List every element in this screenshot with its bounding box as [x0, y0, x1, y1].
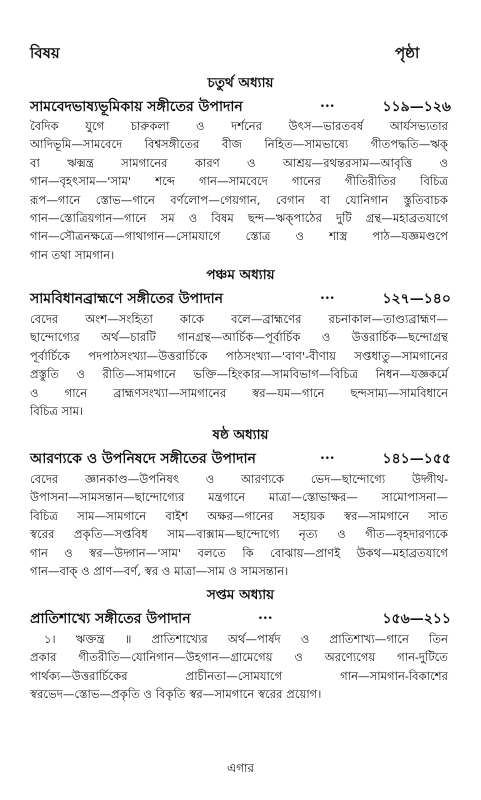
- chapter-title: পঞ্চম অধ্যায়: [206, 267, 275, 283]
- summary-line: গান ও স্বর—উদ্গান—'সাম' বলতে কি বোঝায়—প্রাণই উকথ—মহাব্রতযাগে: [30, 545, 448, 560]
- page-range: ১৪১—১৫৫: [382, 451, 451, 467]
- page-header: [0, 42, 481, 62]
- summary-line: বিচিত্র সাম।: [30, 404, 84, 419]
- summary-line: গান—সৌত্রনক্ষত্রে—গাথাগান—সোমযাগে স্তোত্র ও শাস্ত্র পাঠ—যজ্ঞমণ্ডপে: [30, 229, 448, 244]
- page-range: ১৫৬—২১১: [382, 611, 451, 627]
- summary-line: উপাসনা—সামসন্তান—ছান্দোগ্যের মন্ত্রগানে মাত্রা—স্তোভাক্ষর— সামোপাসনা—: [30, 490, 448, 505]
- summary-line: স্বরের প্রকৃতি—সপ্তবিধ সাম—বাক্সাম—ছান্দোগ্যে নৃত্য ও গীত—বৃহদারণ্যকে: [30, 527, 448, 542]
- summary-line: গান—বাক্ ও প্রাণ—বর্ণ, স্বর ও মাত্রা—সাম ও সামসন্তান।: [30, 564, 289, 579]
- section-entry[interactable]: [30, 287, 451, 307]
- summary-line: স্বরভেদ—স্তোভ—প্রকৃতি ও বিকৃতি স্বর—সামগানে স্বরের প্রয়োগ।: [30, 687, 322, 702]
- summary-line: বেদের অংশ—সংহিতা কাকে বলে—ব্রাহ্মণের রচনাকাল—তাণ্ড্যব্রাহ্মণ—: [30, 312, 448, 326]
- section-title: সামবেদভাষ্যভূমিকায় সঙ্গীতের উপাদান: [30, 99, 243, 115]
- leader-dots: ...: [320, 287, 335, 303]
- summary-line: ছান্দোগ্যের অর্থ—চারটি গানগ্রন্থ—আর্চিক—পূর্বার্চিক ও উত্তরার্চিক—ছন্দোগ্রন্থ: [30, 330, 448, 345]
- summary-line: বা ঋক্মন্ত্র সামগানের কারণ ও আশ্রয়—রথন্তরসাম—আবৃত্তি ও: [30, 155, 448, 170]
- summary-line: প্রস্তুতি ও রীতি—সামগানে ভক্তি—হিংকার—সামবিভাগ—বিচিত্র নিধন—যজ্ঞকর্মে: [30, 367, 448, 382]
- summary-line: ও গানে ব্রাহ্মণসংখ্যা—সামগানের স্বর—যম—গানে ছন্দসাম্য—সামবিধানে: [30, 385, 448, 400]
- summary-line: বিচিত্র সাম—সামগানে বাইশ অক্ষর—গানের সহায়ক স্বর—সামগানে সাত: [30, 508, 448, 523]
- page-range: ১১৯—১২৬: [382, 99, 451, 115]
- section-entry[interactable]: [30, 447, 451, 467]
- section-summary: [30, 630, 448, 704]
- summary-line: রূপ—গানে স্তোভ—গানে বর্ণলোপ—গেয়গান, বেগান বা যোনিগান স্তুতিবাচক: [30, 192, 448, 207]
- chapter-title: সপ্তম অধ্যায়: [206, 587, 275, 603]
- chapter-title: ষষ্ঠ অধ্যায়: [212, 427, 269, 443]
- section-summary: [30, 470, 448, 580]
- section-entry[interactable]: [30, 607, 451, 627]
- leader-dots: ...: [258, 607, 273, 623]
- leader-dots: ...: [320, 447, 335, 463]
- section-summary: [30, 310, 448, 420]
- summary-line: পূর্বার্চিকে পদপাঠসংখ্যা—উত্তরার্চিকে পাঠসংখ্যা—'বাণ'-বীণায় সপ্তধাতু—সামগানের: [30, 348, 448, 363]
- subject-heading: বিষয়: [30, 44, 60, 62]
- leader-dots: ...: [320, 95, 335, 111]
- summary-line: বৈদিক যুগে চারুকলা ও দর্শনের উৎস—ভারতবর্ষ আর্যসভ্যতার: [30, 119, 448, 133]
- summary-line: গান—বৃহৎসাম—'সাম' শব্দে গান—সামবেদে গানের গীতিরীতির বিচিত্র: [30, 174, 448, 189]
- section-title: প্রাতিশাখ্যে সঙ্গীতের উপাদান: [30, 611, 191, 627]
- page-range: ১২৭—১৪০: [382, 291, 451, 307]
- summary-line: প্রকার গীতরীতি—যোনিগান—উহগান—গ্রামেগেয় ও অরণ্যেগেয় গান-দুটিতে: [30, 650, 448, 665]
- summary-line: বেদের জ্ঞানকাণ্ড—উপনিষৎ ও আরণ্যকে ভেদ—ছান্দোগ্যে উদ্গীথ-: [30, 472, 448, 486]
- page-footer-number: এগার: [226, 761, 255, 775]
- section-entry[interactable]: [30, 95, 451, 115]
- page-number-heading: পৃষ্ঠা: [395, 44, 420, 62]
- section-title: আরণ্যকে ও উপনিষদে সঙ্গীতের উপাদান: [30, 451, 256, 467]
- summary-line: ১। ঋক্তন্ত্র ॥ প্রাতিশাখ্যের অর্থ—পার্ষদ ও প্রাতিশাখ্য—গানে তিন: [44, 632, 448, 646]
- section-summary: [30, 117, 448, 264]
- summary-line: গান তথা সামগান।: [30, 247, 115, 262]
- chapter-title: চতুর্থ অধ্যায়: [207, 75, 274, 91]
- summary-line: আদিভূমি—সামবেদে বিশ্বসঙ্গীতের বীজ নিহিত—সামভাষ্যে গীতপদ্ধতি—ঋক্: [30, 137, 448, 152]
- summary-line: পার্থক্য—উত্তরার্চিকের প্রাচীনতা—সোমযাগে গান—সামগান-বিকাশের: [30, 668, 448, 683]
- section-title: সামবিধানব্রাহ্মণে সঙ্গীতের উপাদান: [30, 291, 223, 307]
- summary-line: গান—স্তোত্রিয়গান—গানে সম ও বিষম ছন্দ—ঋক্পাঠের দুটি গ্রন্থ—মহাব্রতযাগে: [30, 211, 448, 226]
